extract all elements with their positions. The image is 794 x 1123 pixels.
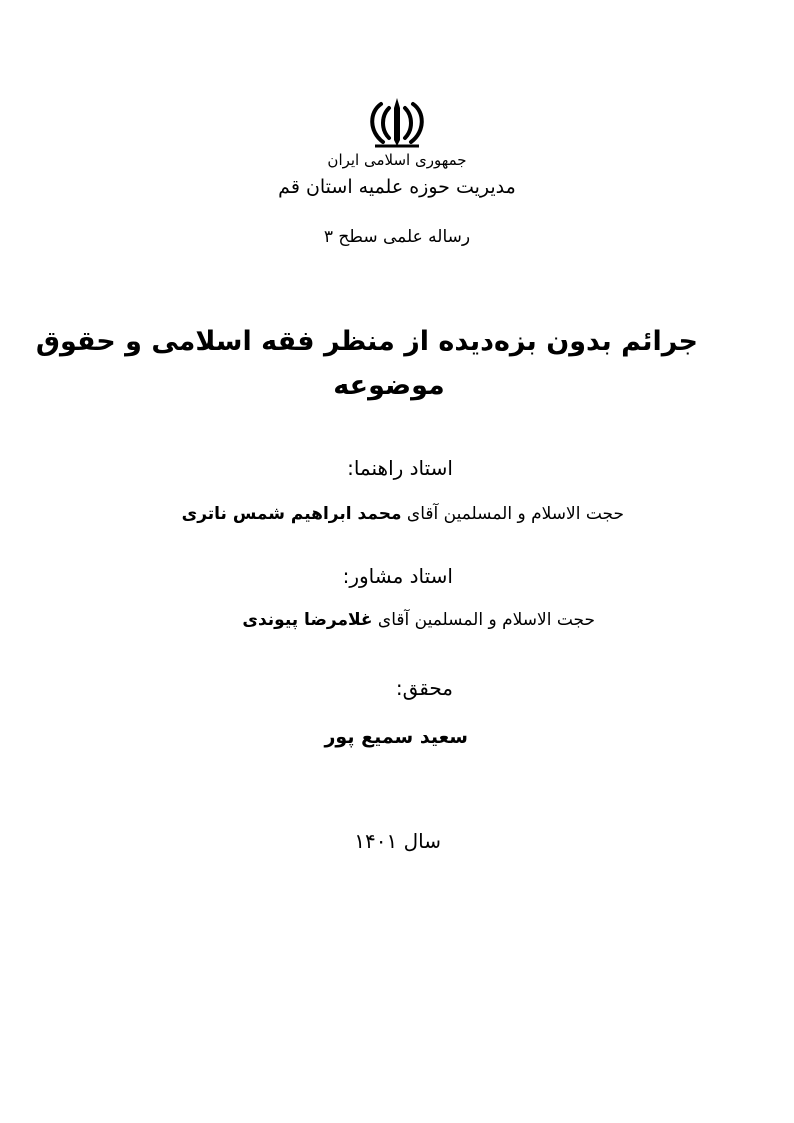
- thesis-year: سال ۱۴۰۱: [354, 829, 441, 853]
- thesis-level: رساله علمی سطح ۳: [323, 227, 471, 247]
- iran-emblem-icon: [367, 96, 427, 150]
- country-name: جمهوری اسلامی ایران: [327, 151, 467, 169]
- thesis-title-line-2: موضوعه: [333, 370, 445, 401]
- researcher-name: سعید سمیع پور: [324, 726, 468, 748]
- supervisor-full-name: محمد ابراهیم شمس ناتری: [181, 504, 402, 524]
- researcher-label: محقق:: [395, 676, 453, 700]
- advisor-name: [242, 612, 595, 629]
- advisor-prefix: حجت الاسلام و المسلمین آقای: [372, 610, 595, 630]
- advisor-full-name: غلامرضا پیوندی: [242, 610, 373, 630]
- thesis-title-line-1: جرائم بدون بزه‌دیده از منظر فقه اسلامی و حقوق: [35, 326, 698, 357]
- supervisor-prefix: حجت الاسلام و المسلمین آقای: [401, 504, 624, 524]
- thesis-title: [35, 320, 698, 408]
- advisor-label: استاد مشاور:: [342, 564, 453, 588]
- supervisor-name: [182, 506, 624, 523]
- seminary-office: مدیریت حوزه علمیه استان قم: [278, 176, 516, 198]
- supervisor-label: استاد راهنما:: [347, 456, 453, 480]
